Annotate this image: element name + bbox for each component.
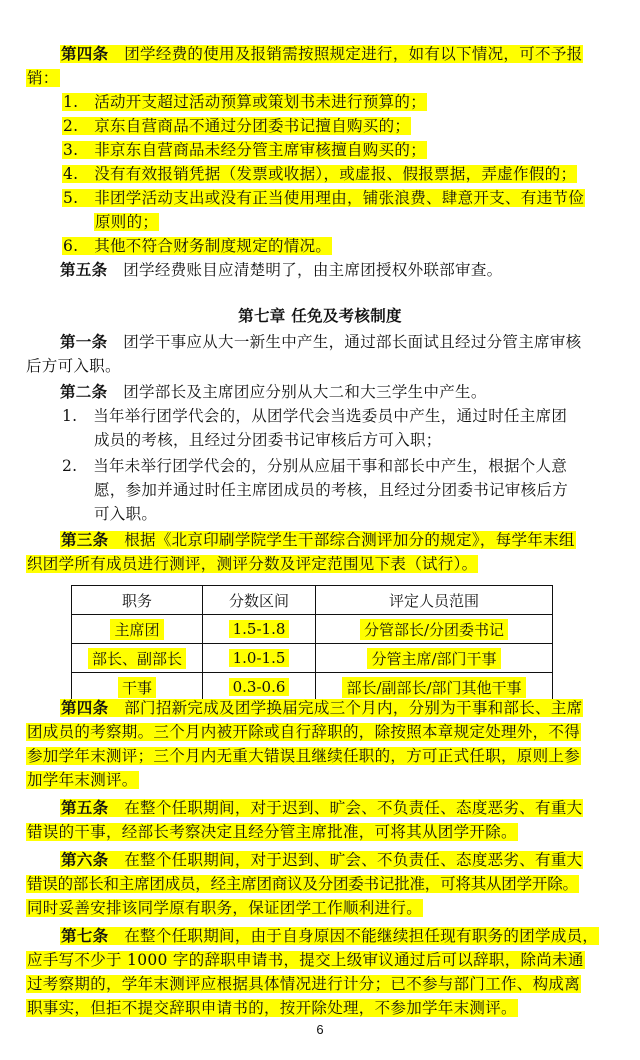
table-cell: 0.3-0.6 (203, 673, 316, 702)
table-cell: 分管部长/分团委书记 (316, 615, 553, 644)
evaluation-table (71, 585, 553, 702)
ch7-art1-line2: 后方可入职。 (26, 357, 121, 375)
ch7-art2-item2-line2: 愿，参加并通过时任主席团成员的考核，且经过分团委书记审核后方 (94, 481, 569, 499)
ch7-art6-line1: 第六条 在整个任职期间，对于迟到、旷会、不负责任、态度恶劣、有重大 (61, 850, 583, 869)
article4-intro-line2: 销： (27, 69, 59, 87)
table-row (72, 644, 553, 673)
ch7-art2-item1-line2: 成员的考核，且经过分团委书记审核后方可入职； (94, 431, 442, 449)
ch7-art5-line1: 第五条 在整个任职期间，对于迟到、旷会、不负责任、态度恶劣、有重大 (61, 798, 583, 817)
table-header: 评定人员范围 (316, 586, 553, 615)
ch7-art2-item2-line3: 可入职。 (94, 505, 158, 523)
table-header-row (72, 586, 553, 615)
page-number: 6 (316, 1022, 324, 1037)
table-header: 职务 (72, 586, 203, 615)
ch7-art3-line1: 第三条 根据《北京印刷学院学生干部综合测评加分的规定》，每学年末组 (61, 530, 575, 549)
article4-item-3: 3. 非京东自营商品未经分管主席审核擅自购买的； (63, 141, 427, 159)
ch7-art4-line2: 团成员的考察期。三个月内被开除或自行辞职的，除按照本章规定处理外，不得 (27, 723, 581, 741)
article5-fees: 第五条 团学经费账目应清楚明了，由主席团授权外联部审查。 (60, 260, 503, 279)
table-cell: 干事 (72, 673, 203, 702)
table-row (72, 615, 553, 644)
ch7-art7-line1: 第七条 在整个任职期间，由于自身原因不能继续担任现有职务的团学成员， (61, 926, 599, 945)
table-cell: 主席团 (72, 615, 203, 644)
ch7-art6-line2: 错误的部长和主席团成员，经主席团商议及分团委书记批准，可将其从团学开除。 (27, 875, 578, 893)
ch7-art4-line1: 第四条 部门招新完成及团学换届完成三个月内，分别为干事和部长、主席 (61, 698, 583, 717)
ch7-art7-line4: 职事实，但拒不提交辞职申请书的，按开除处理，不参加学年末测评。 (27, 999, 517, 1017)
table-cell: 部长、副部长 (72, 644, 203, 673)
ch7-art2-item1-line1: 1. 当年举行团学代会的，从团学代会当选委员中产生，通过时任主席团 (62, 407, 568, 425)
ch7-art6-line3: 同时妥善安排该同学原有职务，保证团学工作顺利进行。 (27, 899, 423, 917)
article4-item-1: 1. 活动开支超过活动预算或策划书未进行预算的； (63, 93, 427, 111)
article4-item-5: 5. 非团学活动支出或没有正当使用理由，铺张浪费、肆意开支、有违节俭 (63, 189, 585, 207)
ch7-art5-line2: 错误的干事，经部长考察决定且经分管主席批准，可将其从团学开除。 (27, 823, 517, 841)
article4-item-6: 6. 其他不符合财务制度规定的情况。 (63, 237, 332, 255)
chapter-title: 第七章 任免及考核制度 (238, 306, 402, 325)
article4-item-2: 2. 京东自营商品不通过分团委书记擅自购买的； (63, 117, 411, 135)
ch7-art7-line3: 过考察期的，学年末测评应根据具体情况进行计分；已不参与部门工作、构成离 (27, 975, 581, 993)
table-header: 分数区间 (203, 586, 316, 615)
ch7-art4-line3: 参加学年末测评；三个月内无重大错误且继续任职的，方可正式任职，原则上参 (27, 747, 581, 765)
article4-intro-line1: 第四条 团学经费的使用及报销需按照规定进行，如有以下情况，可不予报 (61, 44, 583, 63)
article4-head: 第四条 (61, 44, 109, 63)
article4-item-5-cont: 原则的； (95, 213, 159, 231)
ch7-art2-item2-line1: 2. 当年未举行团学代会的，分别从应届干事和部长中产生，根据个人意 (62, 457, 568, 475)
table-cell: 分管主席/部门干事 (316, 644, 553, 673)
ch7-art3-line2: 织团学所有成员进行测评，测评分数及评定范围见下表（试行）。 (27, 555, 478, 573)
article4-item-4: 4. 没有有效报销凭据（发票或收据），或虚报、假报票据，弄虚作假的； (63, 165, 577, 183)
table-cell: 部长/副部长/部门其他干事 (316, 673, 553, 702)
ch7-art4-line4: 加学年末测评。 (27, 771, 138, 789)
table-cell: 1.5-1.8 (203, 615, 316, 644)
ch7-art2-line1: 第二条 团学部长及主席团应分别从大二和大三学生中产生。 (60, 382, 487, 401)
table-cell: 1.0-1.5 (203, 644, 316, 673)
ch7-art7-line2: 应手写不少于 1000 字的辞职申请书，提交上级审议通过后可以辞职，除尚未通 (27, 951, 584, 969)
ch7-art1-line1: 第一条 团学干事应从大一新生中产生，通过部长面试且经过分管主席审核 (60, 332, 582, 351)
